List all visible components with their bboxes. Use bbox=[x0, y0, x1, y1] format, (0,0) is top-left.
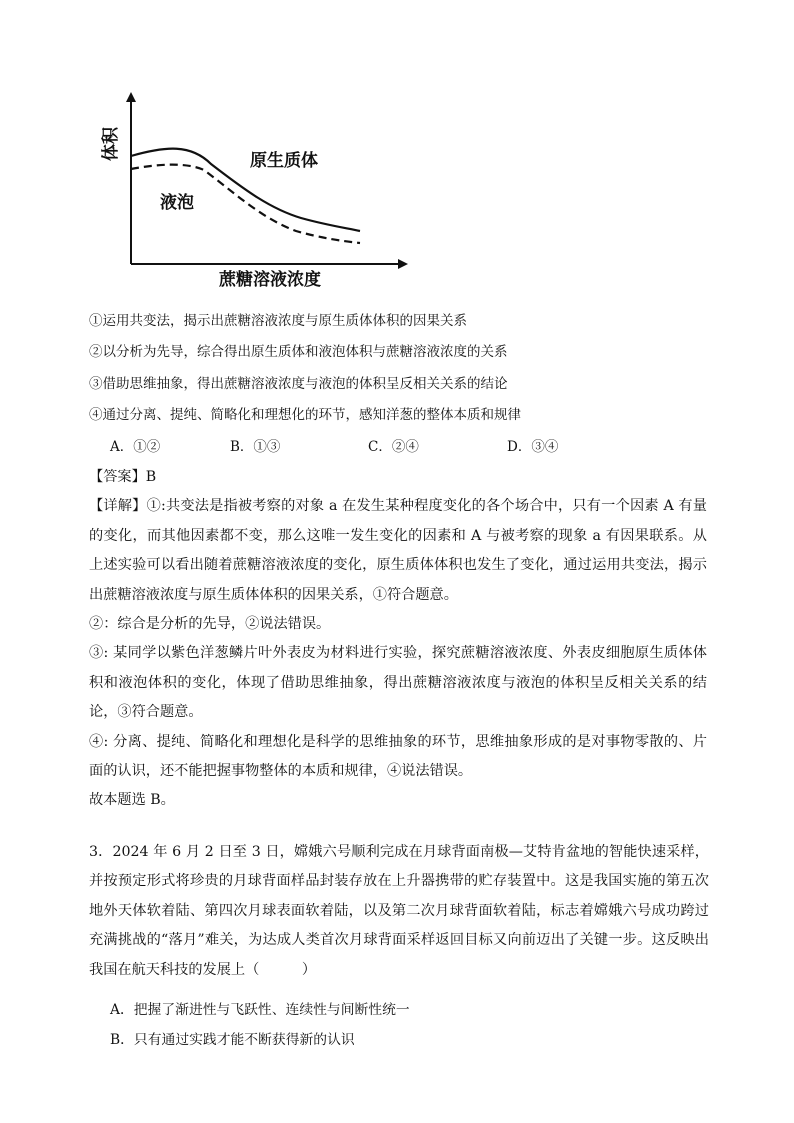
y-axis-label: 体积 bbox=[101, 127, 121, 161]
option-a: A．①② bbox=[110, 439, 161, 455]
statement-1: ①运用共变法，揭示出蔗糖溶液浓度与原生质体体积的因果关系 bbox=[89, 313, 467, 329]
question-3-stem: 3．2024 年 6 月 2 日至 3 日，嫦娥六号顺利完成在月球背面南极—艾特肯盆地的智能快速采样，并按预定形式将珍贵的月球背面样品封装存放在上升器携带的贮存装置中。这是我国实施的第五次地外天体软着陆、第四次月球表面软着陆，以及第二次月球背面软着陆，标志着嫦娥六号成功跨过充满挑战的“落月”难关，为达成人类首次月球背面采样返回目标又向前迈出了关键一步。这反映出我国在航天科技的发展上（ ） bbox=[89, 844, 709, 978]
x-axis-label: 蔗糖溶液浓度 bbox=[219, 270, 321, 290]
vacuole-label: 液泡 bbox=[160, 193, 194, 213]
explanation-4: ④: 分离、提纯、简略化和理想化是科学的思维抽象的环节，思维抽象形成的是对事物零散的、片面的认识，还不能把握事物整体的本质和规律，④说法错误。 bbox=[89, 733, 707, 780]
protoplast-label: 原生质体 bbox=[250, 151, 318, 171]
explanation-5: 故本题选 B。 bbox=[89, 792, 175, 809]
question-3-choice-a: A．把握了渐进性与飞跃性、连续性与间断性统一 bbox=[110, 1002, 410, 1018]
question-3-choice-b: B．只有通过实践才能不断获得新的认识 bbox=[110, 1032, 355, 1048]
answer-line: 【答案】B bbox=[89, 469, 157, 485]
statement-3: ③借助思维抽象，得出蔗糖溶液浓度与液泡的体积呈反相关关系的结论 bbox=[89, 376, 508, 392]
explanation-3: ③: 某同学以紫色洋葱鳞片叶外表皮为材料进行实验，探究蔗糖溶液浓度、外表皮细胞原生质体体积和液泡体积的变化，体现了借助思维抽象，得出蔗糖溶液浓度与液泡的体积呈反相关关系的结论，③符合题意。 bbox=[89, 645, 707, 721]
explanation-block bbox=[89, 463, 707, 816]
explanation-2: ②：综合是分析的先导，②说法错误。 bbox=[89, 616, 331, 633]
figure-svg bbox=[96, 86, 416, 291]
statement-4: ④通过分离、提纯、简略化和理想化的环节，感知洋葱的整体本质和规律 bbox=[89, 407, 521, 423]
option-d: D．③④ bbox=[507, 439, 559, 455]
statement-2: ②以分析为先导，综合得出原生质体和液泡体积与蔗糖溶液浓度的关系 bbox=[89, 344, 508, 360]
question-3 bbox=[89, 838, 709, 985]
protoplast-curve bbox=[131, 149, 360, 231]
option-b: B．①③ bbox=[230, 439, 281, 455]
explanation-1: 【详解】①:共变法是指被考察的对象 a 在发生某种程度变化的各个场合中，只有一个因素 A 有量的变化，而其他因素都不变，那么这唯一发生变化的因素和 A 与被考察的现象 a 有因果联系。从上述实验可以看出随着蔗糖溶液浓度的变化，原生质体体积也发生了变化，通过运用共变法，揭示出蔗糖溶液浓度与原生质体体积的因果关系，①符合题意。 bbox=[89, 498, 707, 603]
option-c: C．②④ bbox=[368, 439, 419, 455]
volume-concentration-figure bbox=[96, 86, 416, 291]
